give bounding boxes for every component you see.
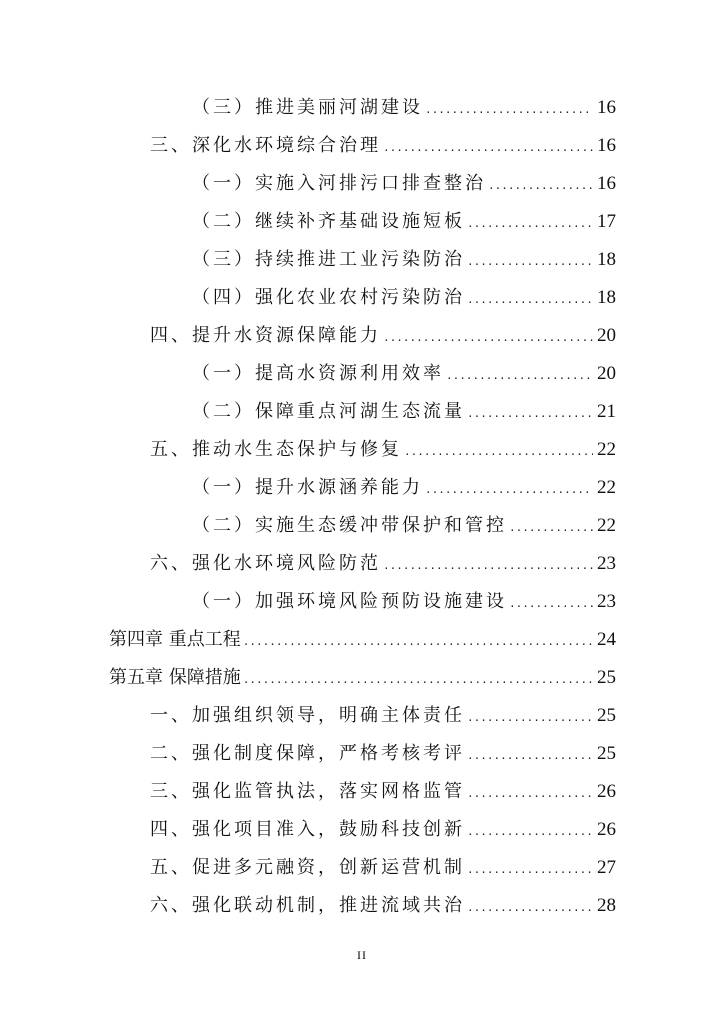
toc-dot-leader <box>509 513 593 543</box>
toc-entry-title: （三）持续推进工业污染防治 <box>192 249 465 270</box>
toc-entry[interactable] <box>150 777 616 807</box>
toc-entry-title: 五、推动水生态保护与修复 <box>150 439 402 460</box>
toc-dot-leader <box>383 323 593 353</box>
toc-dot-leader <box>488 171 593 201</box>
toc-dot-leader <box>509 589 593 619</box>
toc-entry-page: 25 <box>597 743 616 764</box>
toc-entry[interactable] <box>192 207 616 237</box>
toc-dot-leader <box>467 209 593 239</box>
toc-dot-leader <box>467 247 593 277</box>
toc-dot-leader <box>467 893 593 923</box>
toc-dot-leader <box>467 399 593 429</box>
toc-dot-leader <box>383 133 593 163</box>
toc-entry-title: （一）加强环境风险预防设施建设 <box>192 591 507 612</box>
toc-dot-leader <box>467 285 593 315</box>
toc-dot-leader <box>467 703 593 733</box>
toc-entry-title: （四）强化农业农村污染防治 <box>192 287 465 308</box>
toc-entry[interactable] <box>150 701 616 731</box>
toc-dot-leader <box>467 817 593 847</box>
toc-dot-leader <box>467 779 593 809</box>
toc-entry-page: 16 <box>597 173 616 194</box>
toc-entry[interactable] <box>192 397 616 427</box>
toc-entry-page: 22 <box>597 515 616 536</box>
toc-entry-page: 16 <box>597 97 616 118</box>
toc-entry-page: 24 <box>597 629 616 650</box>
toc-entry-title: 一、加强组织领导，明确主体责任 <box>150 705 465 726</box>
toc-entry-title: 六、强化水环境风险防范 <box>150 553 381 574</box>
toc-entry-page: 23 <box>597 591 616 612</box>
toc-entry-page: 21 <box>597 401 616 422</box>
toc-entry[interactable] <box>192 245 616 275</box>
toc-dot-leader <box>425 475 593 505</box>
toc-entry[interactable] <box>150 321 616 351</box>
toc-entry[interactable] <box>150 549 616 579</box>
toc-entry-title: （一）实施入河排污口排查整治 <box>192 173 486 194</box>
toc-dot-leader <box>425 95 593 125</box>
toc-entry-page: 23 <box>597 553 616 574</box>
toc-entry[interactable] <box>150 131 616 161</box>
toc-dot-leader <box>243 665 593 695</box>
toc-entry-title: 五、促进多元融资，创新运营机制 <box>150 857 465 878</box>
toc-entry-page: 28 <box>597 895 616 916</box>
toc-entry-page: 25 <box>597 667 616 688</box>
toc-entry[interactable] <box>192 359 616 389</box>
toc-entry-page: 22 <box>597 477 616 498</box>
toc-entry-title: （一）提升水源涵养能力 <box>192 477 423 498</box>
toc-entry-page: 18 <box>597 287 616 308</box>
toc-chapter-entry[interactable] <box>109 625 616 655</box>
toc-entry-page: 27 <box>597 857 616 878</box>
toc-entry[interactable] <box>192 169 616 199</box>
toc-dot-leader <box>243 627 593 657</box>
toc-entry-page: 20 <box>597 363 616 384</box>
toc-entry-page: 18 <box>597 249 616 270</box>
toc-entry-title: 二、强化制度保障，严格考核考评 <box>150 743 465 764</box>
toc-entry-page: 25 <box>597 705 616 726</box>
toc-entry-title: （二）保障重点河湖生态流量 <box>192 401 465 422</box>
toc-entry-title: （三）推进美丽河湖建设 <box>192 97 423 118</box>
toc-entry-title: （一）提高水资源利用效率 <box>192 363 444 384</box>
toc-entry-title: 三、强化监管执法，落实网格监管 <box>150 781 465 802</box>
toc-entry-page: 16 <box>597 135 616 156</box>
toc-entry-page: 26 <box>597 781 616 802</box>
toc-entry-title: （二）实施生态缓冲带保护和管控 <box>192 515 507 536</box>
page-number-footer: II <box>357 948 367 962</box>
toc-entry-title: 四、强化项目准入，鼓励科技创新 <box>150 819 465 840</box>
toc-entry-page: 20 <box>597 325 616 346</box>
toc-entry-title: 三、深化水环境综合治理 <box>150 135 381 156</box>
toc-entry[interactable] <box>192 511 616 541</box>
toc-entry[interactable] <box>150 739 616 769</box>
toc-dot-leader <box>467 855 593 885</box>
toc-entry[interactable] <box>150 435 616 465</box>
toc-entry-page: 22 <box>597 439 616 460</box>
toc-entry-title: 第五章 保障措施 <box>109 667 241 688</box>
toc-entry[interactable] <box>150 853 616 883</box>
toc-dot-leader <box>446 361 593 391</box>
toc-entry[interactable] <box>150 815 616 845</box>
toc-dot-leader <box>383 551 593 581</box>
toc-entry-page: 17 <box>597 211 616 232</box>
toc-entry[interactable] <box>192 93 616 123</box>
toc-entry[interactable] <box>192 587 616 617</box>
toc-entry-title: 六、强化联动机制，推进流域共治 <box>150 895 465 916</box>
toc-entry-page: 26 <box>597 819 616 840</box>
toc-entry-title: 四、提升水资源保障能力 <box>150 325 381 346</box>
toc-dot-leader <box>404 437 593 467</box>
toc-entry-title: （二）继续补齐基础设施短板 <box>192 211 465 232</box>
toc-entry[interactable] <box>150 891 616 921</box>
toc-dot-leader <box>467 741 593 771</box>
toc-entry[interactable] <box>192 283 616 313</box>
toc-entry[interactable] <box>192 473 616 503</box>
toc-entry-title: 第四章 重点工程 <box>109 629 241 650</box>
toc-chapter-entry[interactable] <box>109 663 616 693</box>
